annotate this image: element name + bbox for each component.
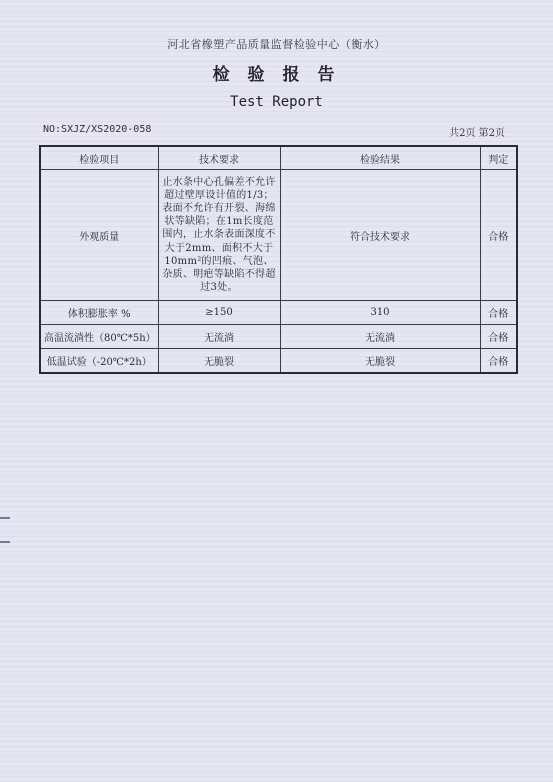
header-result: 检验结果 [280,146,480,170]
header-verdict: 判定 [480,146,517,170]
cell-item: 外观质量 [40,170,158,301]
cell-requirement: ≥150 [158,301,280,325]
header-requirement: 技术要求 [158,146,280,170]
cell-result: 310 [280,301,480,325]
cell-result: 无脆裂 [280,349,480,374]
cell-result: 符合技术要求 [280,170,480,301]
cell-item: 高温流淌性（80℃*5h） [40,325,158,349]
organization-name: 河北省橡塑产品质量监督检验中心（衡水） [167,38,386,51]
table-header-row [40,146,517,170]
report-title-en: Test Report [230,94,323,110]
cell-item: 低温试验（-20℃*2h） [40,349,158,374]
cell-result: 无流淌 [280,325,480,349]
cell-item: 体积膨胀率 % [40,301,158,325]
page-indicator: 共2页 第2页 [449,128,505,139]
cell-requirement: 无脆裂 [158,349,280,374]
header-item: 检验项目 [40,146,158,170]
edge-mark [0,541,10,543]
table-row [40,301,517,325]
cell-verdict: 合格 [480,301,517,325]
table-row [40,325,517,349]
table-row [40,170,517,301]
table-row [40,349,517,374]
cell-requirement: 止水条中心孔偏差不允许超过壁厚设计值的1/3；表面不允许有开裂、海绵状等缺陷；在1m长度范围内，止水条表面深度不大于2mm、面积不大于10mm²的凹痕、气泡、杂质、明疤等缺陷不得超过3处。 [158,170,280,301]
cell-requirement: 无流淌 [158,325,280,349]
cell-verdict: 合格 [480,325,517,349]
cell-verdict: 合格 [480,349,517,374]
test-results-table [39,145,518,374]
cell-verdict: 合格 [480,170,517,301]
report-title-cn: 检 验 报 告 [212,65,341,85]
report-number: NO:SXJZ/XS2020-058 [43,124,152,135]
edge-mark [0,517,10,519]
